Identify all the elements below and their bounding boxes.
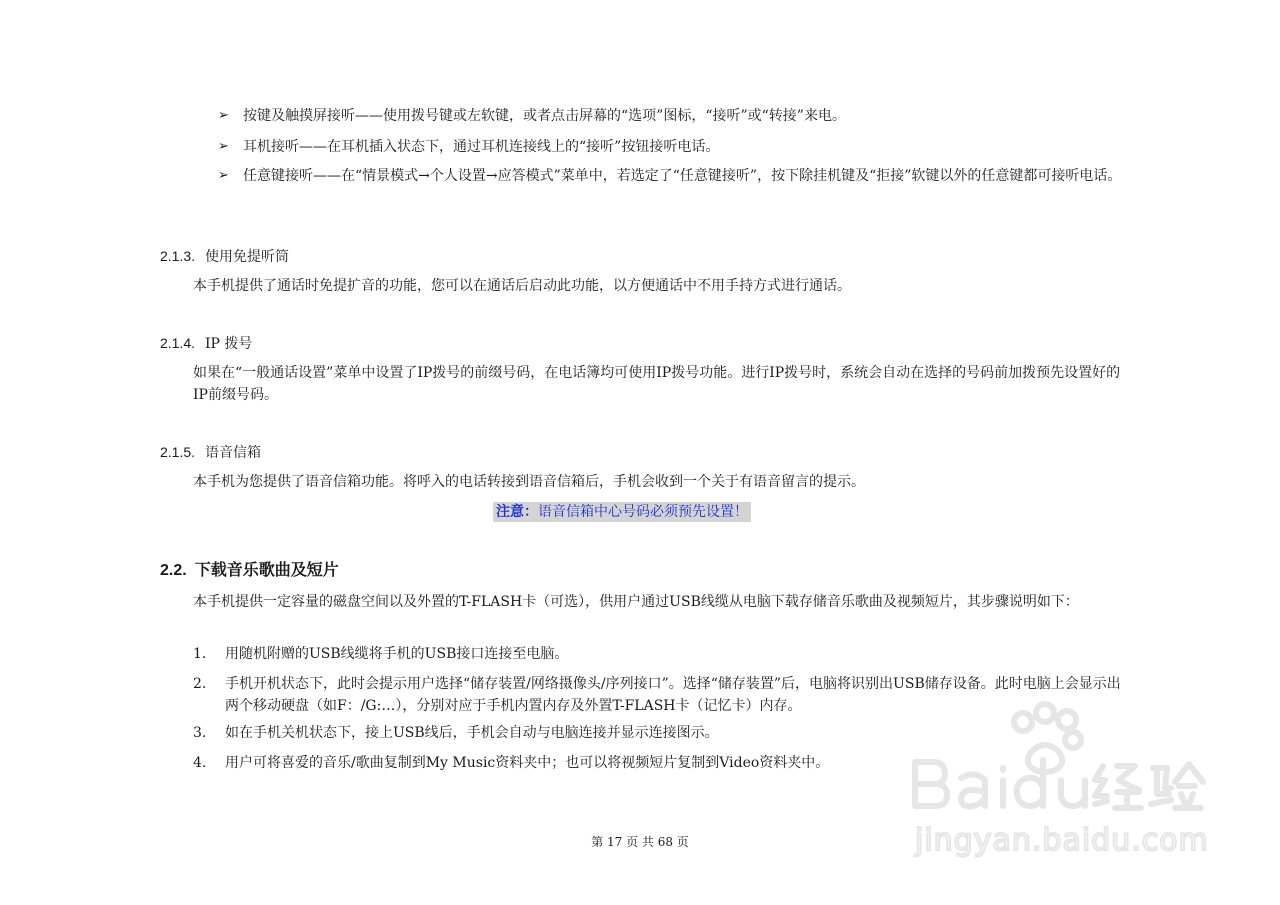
section-body: 如果在“一般通话设置”菜单中设置了IP拨号的前缀号码，在电话簿均可使用IP拨号功能。进行IP拨号时，系统会自动在选择的号码前加拨预先设置好的IP前缀号码。 [193, 365, 1121, 403]
bullet-item [218, 165, 1123, 187]
section-number: 2.1.4. [160, 335, 196, 351]
section-body: 本手机为您提供了语音信箱功能。将呼入的电话转接到语音信箱后，手机会收到一个关于有语音留言的提示。 [193, 474, 865, 490]
step-text: 手机开机状态下，此时会提示用户选择“储存装置/网络摄像头/序列接口”。选择“储存装置”后，电脑将识别出USB储存设备。此时电脑上会显示出两个移动硬盘（如F：/G:…），分别对应于手机内置内存及外置T-FLASH卡（记忆卡）内存。 [225, 676, 1121, 714]
chapter-heading [160, 559, 339, 582]
step-number: 2. [193, 676, 207, 692]
section-number: 2.1.5. [160, 444, 196, 460]
page-footer: 第 17 页 共 68 页 [591, 835, 689, 849]
section-body: 本手机提供了通话时免提扩音的功能，您可以在通话后启动此功能，以方便通话中不用手持方式进行通话。 [193, 278, 851, 294]
step-text: 用户可将喜爱的音乐/歌曲复制到My Music资料夹中；也可以将视频短片复制到Video资料夹中。 [225, 755, 830, 771]
list-item [193, 643, 1128, 665]
step-text: 用随机附赠的USB线缆将手机的USB接口连接至电脑。 [225, 646, 569, 662]
section-title: IP 拨号 [205, 336, 253, 352]
step-number: 3. [193, 725, 207, 741]
chapter-number: 2.2. [160, 562, 187, 579]
step-text: 如在手机关机状态下，接上USB线后，手机会自动与电脑连接并显示连接图示。 [225, 725, 719, 741]
arrow-bullet-icon: ➢ [218, 139, 229, 154]
bullet-item [218, 136, 1123, 158]
note-box [493, 502, 751, 522]
section-number: 2.1.3. [160, 248, 196, 264]
arrow-bullet-icon: ➢ [218, 168, 229, 183]
bullet-text: 任意键接听——在“情景模式→个人设置→应答模式”菜单中，若选定了“任意键接听”，按下除挂机键及“拒接”软键以外的任意键都可接听电话。 [243, 168, 1122, 184]
arrow-bullet-icon: ➢ [218, 108, 229, 123]
svg-text:jingyan.baidu.com: jingyan.baidu.com [915, 823, 1209, 858]
section-heading [160, 333, 252, 354]
chapter-title: 下载音乐歌曲及短片 [194, 560, 339, 579]
bullet-item [218, 105, 1123, 127]
section-title: 使用免提听筒 [205, 249, 290, 265]
bullet-text: 耳机接听——在耳机插入状态下，通过耳机连接线上的“接听”按钮接听电话。 [243, 139, 720, 155]
baidu-watermark-logo [905, 700, 1210, 860]
note-label: 注意： [496, 504, 538, 520]
chapter-intro: 本手机提供一定容量的磁盘空间以及外置的T-FLASH卡（可选），供用户通过USB线缆从电脑下载存储音乐歌曲及视频短片，其步骤说明如下： [193, 594, 1079, 610]
bullet-text: 按键及触摸屏接听——使用拨号键或左软键，或者点击屏幕的“选项”图标，“接听”或“转接”来电。 [243, 108, 846, 124]
section-title: 语音信箱 [205, 445, 262, 461]
step-number: 1. [193, 646, 207, 662]
section-heading [160, 246, 289, 267]
section-heading [160, 442, 261, 463]
step-number: 4. [193, 755, 207, 771]
note-text: 语音信箱中心号码必须预先设置！ [538, 504, 748, 520]
